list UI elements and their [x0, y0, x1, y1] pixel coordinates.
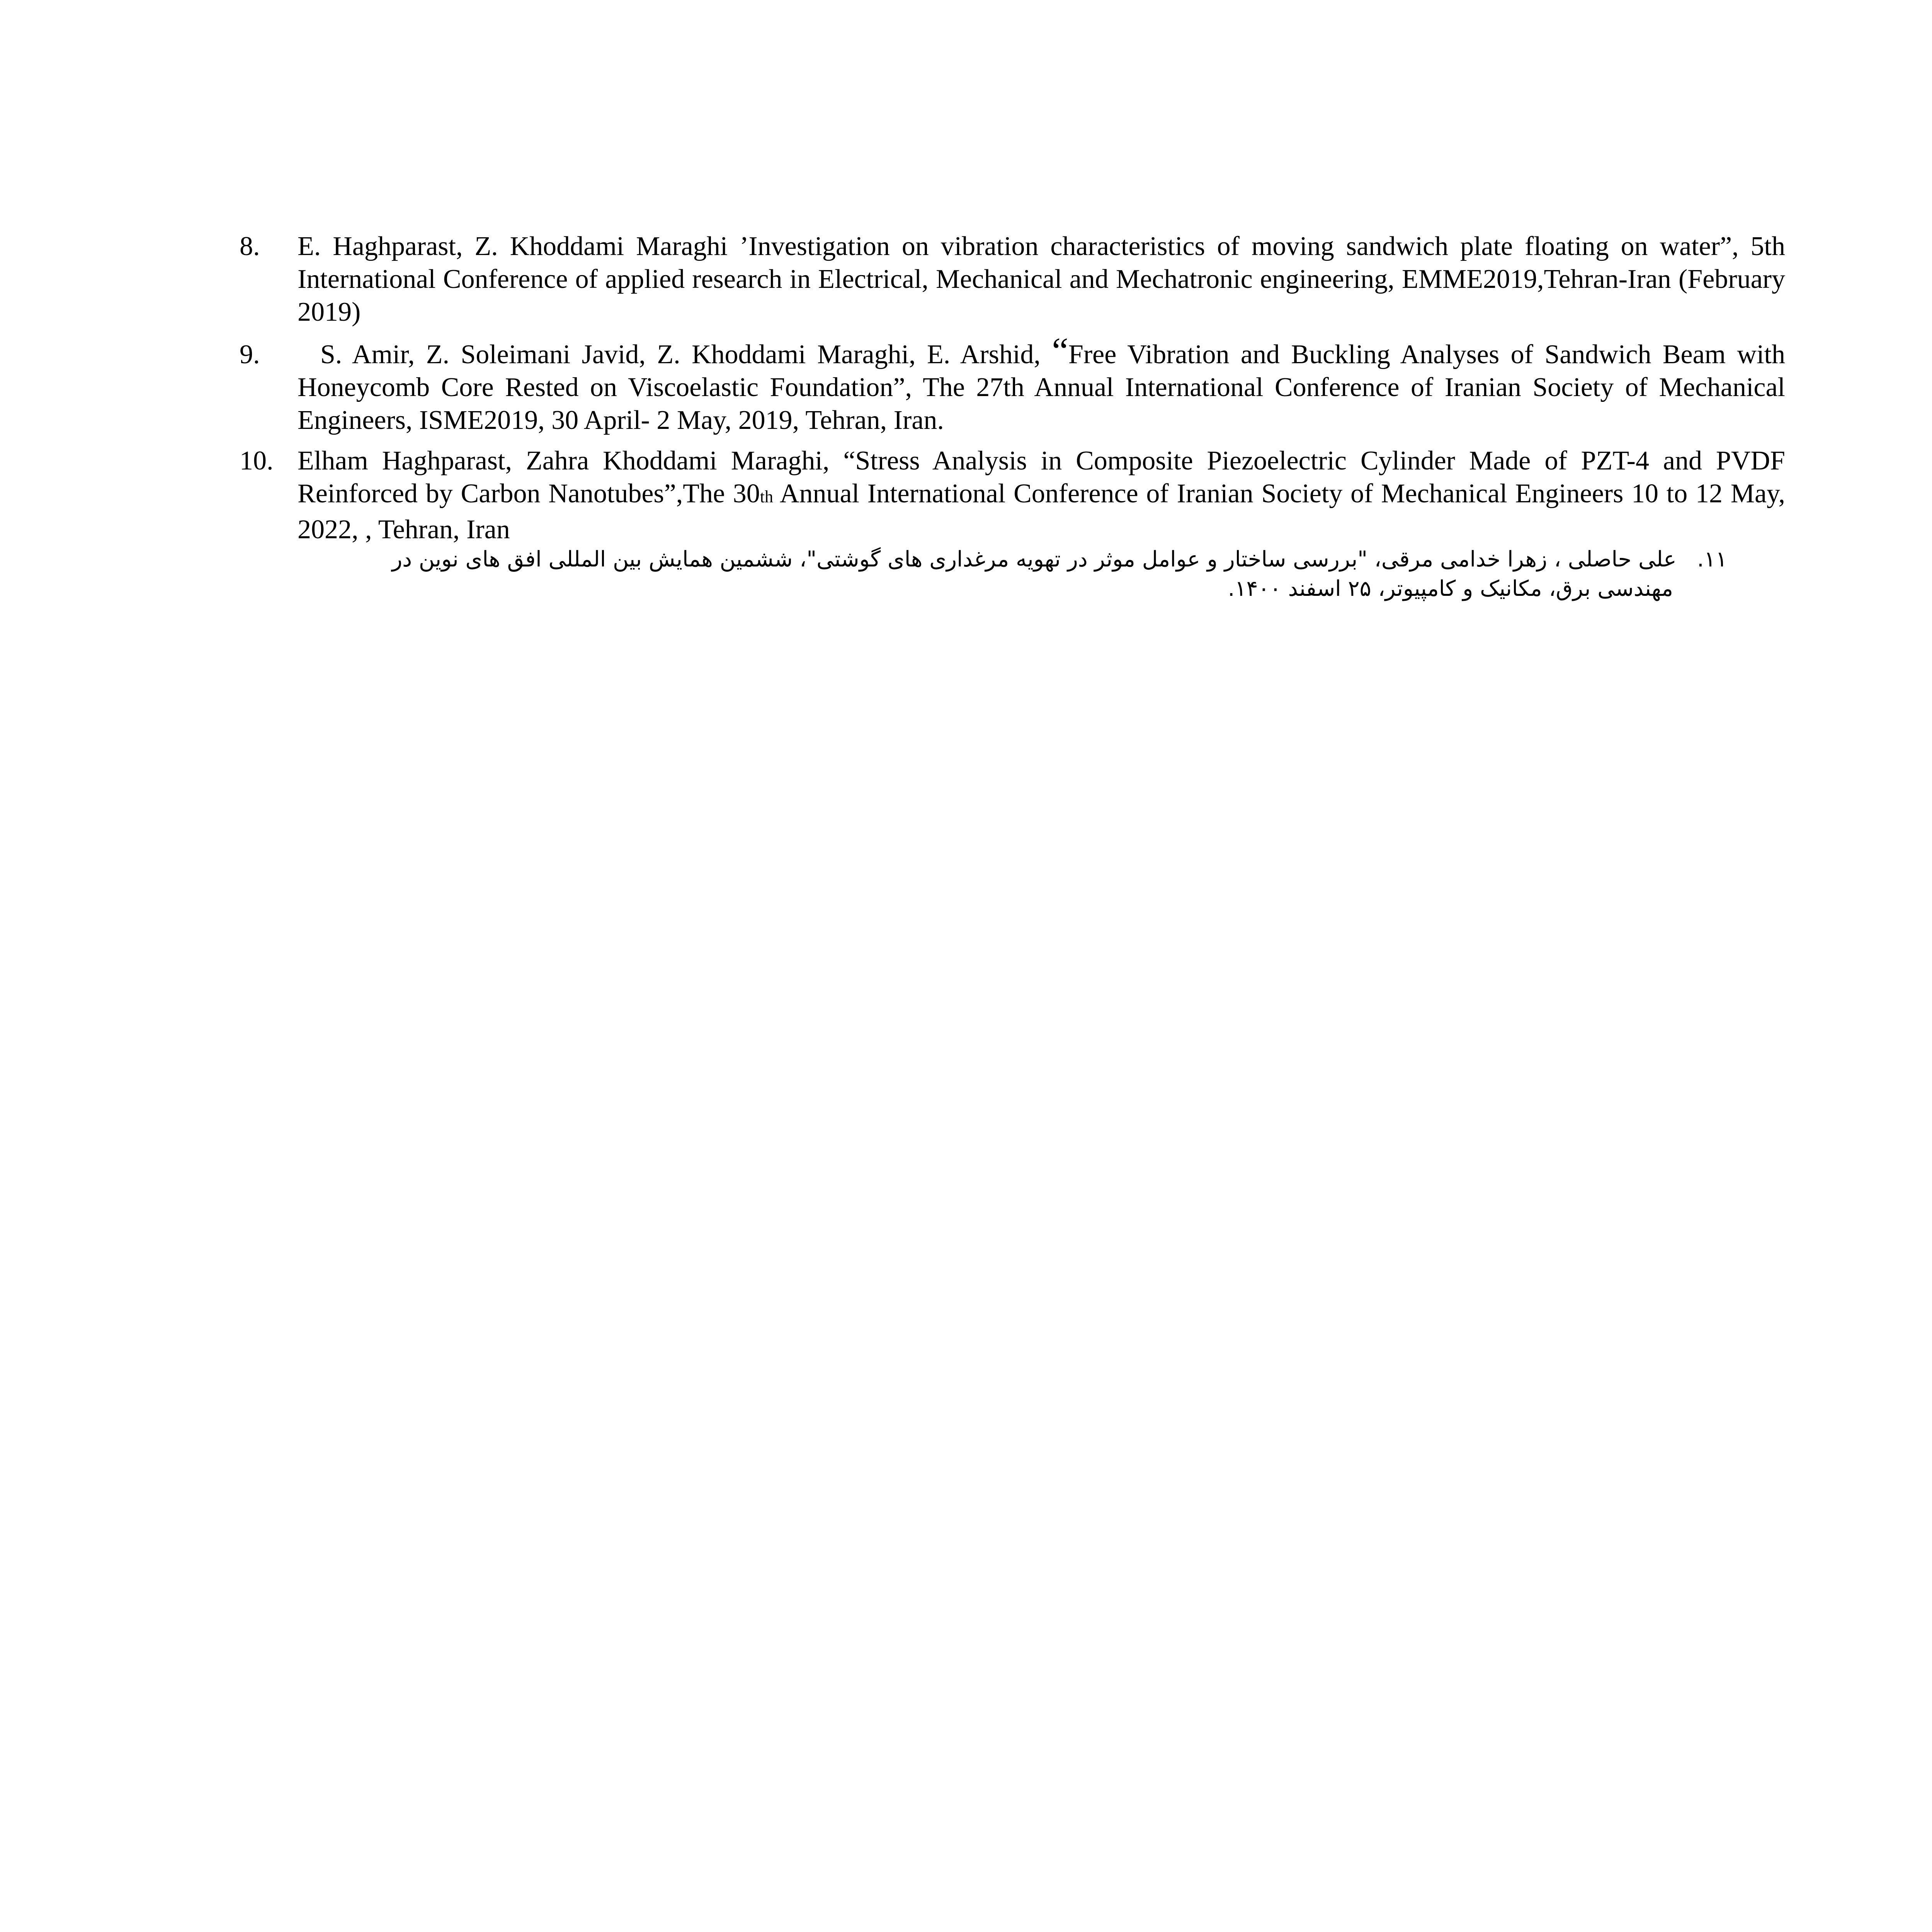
reference-number: 9. — [240, 340, 260, 369]
reference-text — [298, 330, 1785, 437]
reference-text — [298, 444, 1785, 546]
reference-number: ۱۱. — [1697, 547, 1727, 572]
reference-number: 10. — [240, 446, 274, 476]
reference-text-part-b: Annual International Conference of Iranian Society of Mechanical Engineers 10 to 12 May, 2022, , Tehran, Iran — [298, 479, 1785, 544]
reference-authors: S. Amir, Z. Soleimani Javid, Z. Khoddami Maraghi, E. Arshid, — [320, 340, 1052, 369]
opening-quote: “ — [1052, 330, 1068, 371]
reference-title: Free Vibration and Buckling Analyses of Sandwich Beam with Honeycomb Core Rested on Viscoelastic Foundation”, The 27th Annual International Conference of Iranian Society of Mechanical Engineers, ISME2019, 30 April- 2 May, 2019, Tehran, Iran. — [298, 340, 1785, 435]
reference-text-line-2: مهندسی برق، مکانیک و کامپیوتر، ۲۵ اسفند ۱۴۰۰. — [1228, 576, 1673, 601]
reference-text-part-a: Elham Haghparast, Zahra Khoddami Maraghi, “Stress Analysis in Composite Piezoelectric Cylinder Made of PZT-4 and PVDF Reinforced by Carbon Nanotubes”,The 30 — [298, 446, 1785, 509]
reference-text-line-1: علی حاصلی ، زهرا خدامی مرقی، "بررسی ساختار و عوامل موثر در تهویه مرغداری های گوشتی"، ششمین همایش بین المللی افق های نوین در — [392, 547, 1677, 572]
reference-text: E. Haghparast, Z. Khoddami Maraghi ’Investigation on vibration characteristics of moving sandwich plate floating on water”, 5th International Conference of applied research in Electrical, Mechanical and Mechatronic engineering, EMME2019,Tehran-Iran (February 2019) — [298, 231, 1785, 327]
ordinal-suffix: th — [760, 487, 774, 506]
reference-item-11-persian — [298, 545, 1727, 604]
reference-number: 8. — [240, 231, 260, 261]
